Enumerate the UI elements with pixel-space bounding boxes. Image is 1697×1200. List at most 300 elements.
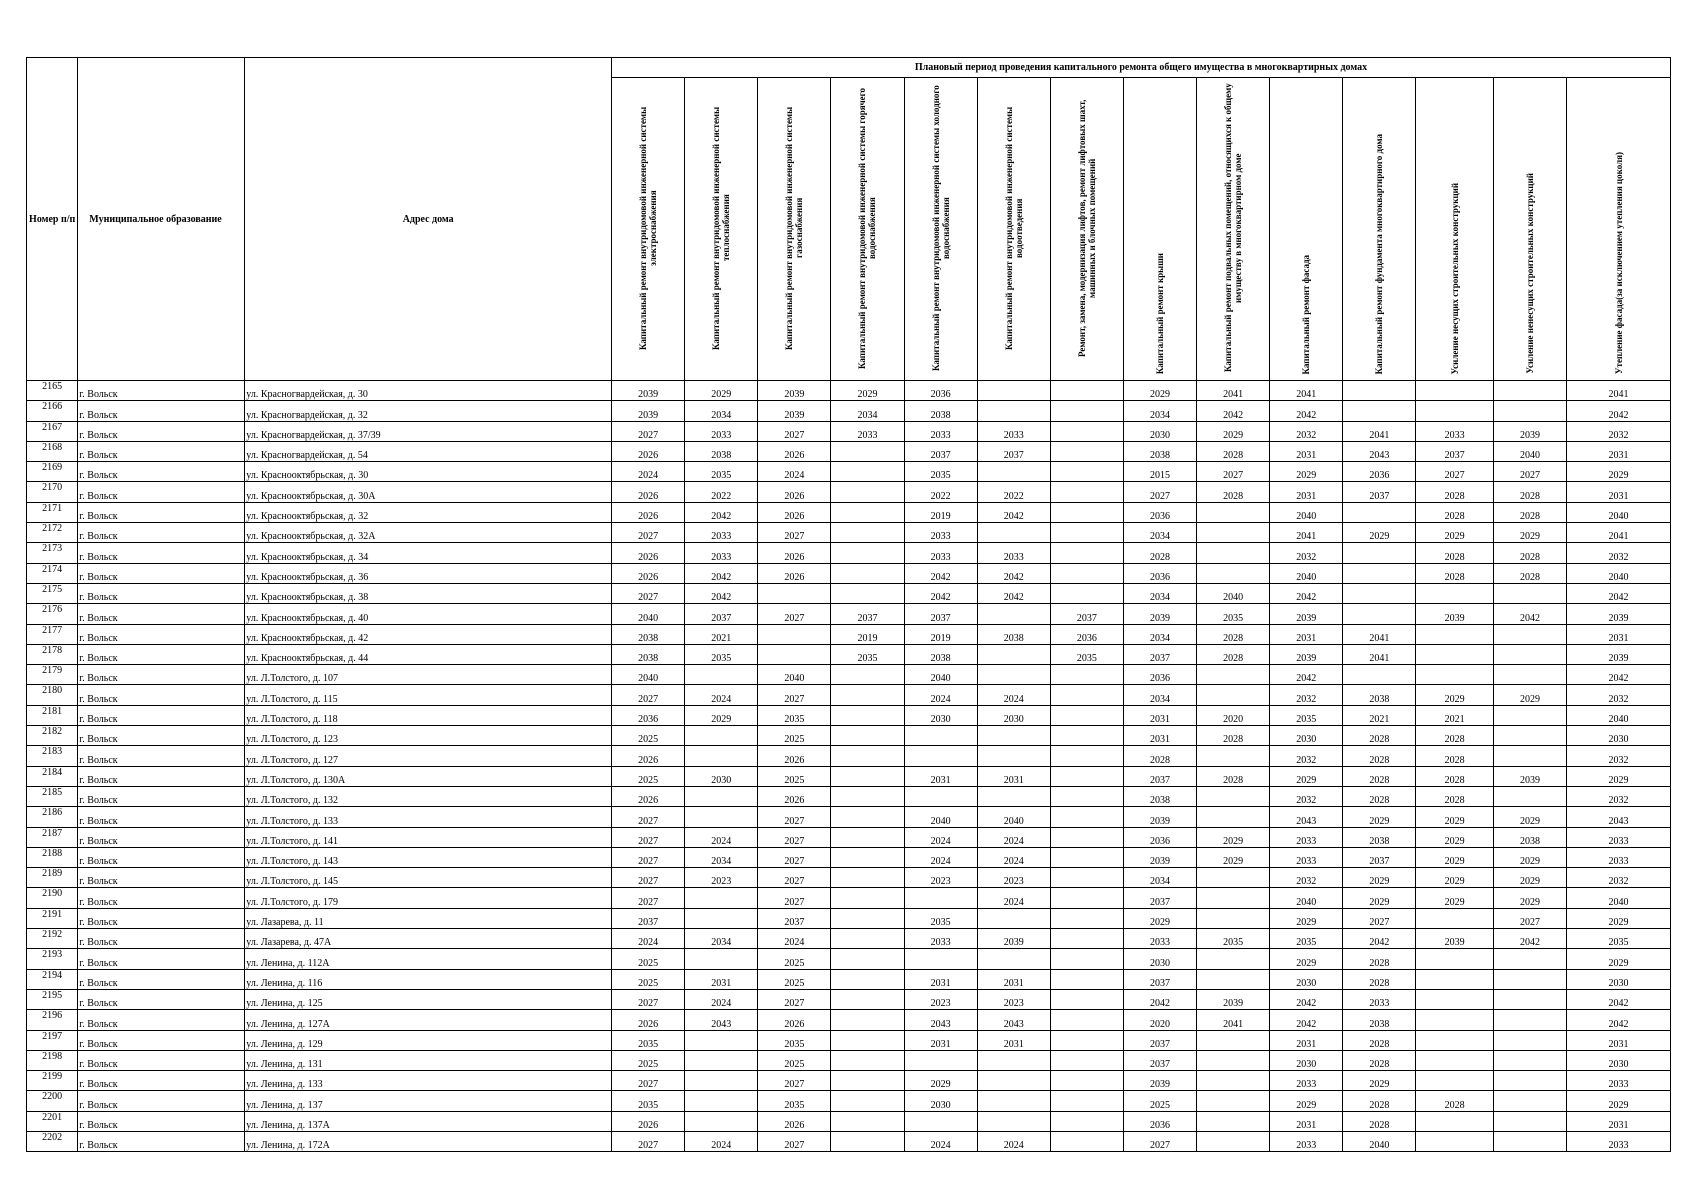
table-row [27,482,1671,502]
row-year-cell: 2037 [1343,482,1416,502]
row-year-cell: 2033 [1343,989,1416,1009]
row-year-cell [904,726,977,746]
row-year-cell: 2038 [1123,441,1196,461]
row-year-cell: 2024 [904,847,977,867]
row-year-cell: 2024 [977,1131,1050,1151]
table-row [27,1111,1671,1131]
row-year-cell: 2035 [1197,929,1270,949]
row-year-cell: 2030 [1567,969,1671,989]
row-number: 2199 [27,1071,78,1091]
row-number: 2177 [27,624,78,644]
row-year-cell [831,1050,904,1070]
row-year-cell: 2032 [1567,746,1671,766]
row-municipality: г. Вольск [78,1050,245,1070]
row-year-cell [1493,1091,1566,1111]
row-year-cell [831,462,904,482]
row-year-cell: 2029 [1123,381,1196,401]
row-year-cell: 2043 [1567,807,1671,827]
row-year-cell: 2032 [1270,786,1343,806]
row-year-cell: 2028 [1343,1111,1416,1131]
row-year-cell: 2034 [831,401,904,421]
row-year-cell [1343,401,1416,421]
row-year-cell: 2033 [904,543,977,563]
row-year-cell: 2040 [904,807,977,827]
row-year-cell [977,1091,1050,1111]
row-municipality: г. Вольск [78,888,245,908]
column-header [1343,78,1416,381]
column-header [1416,78,1493,381]
row-municipality: г. Вольск [78,1111,245,1131]
row-year-cell: 2042 [1567,989,1671,1009]
row-address: ул. Краснооктябрьская, д. 34 [245,543,612,563]
row-year-cell: 2025 [612,949,685,969]
row-year-cell: 2037 [1050,604,1123,624]
row-year-cell: 2023 [904,989,977,1009]
row-year-cell: 2041 [1567,381,1671,401]
row-year-cell [1197,1071,1270,1091]
row-municipality: г. Вольск [78,381,245,401]
table-row [27,786,1671,806]
row-year-cell [685,1091,758,1111]
column-header [1567,78,1671,381]
row-year-cell: 2034 [685,847,758,867]
row-year-cell: 2042 [904,583,977,603]
row-number: 2173 [27,543,78,563]
row-number: 2170 [27,482,78,502]
row-year-cell: 2028 [1493,502,1566,522]
row-year-cell [685,807,758,827]
row-municipality: г. Вольск [78,523,245,543]
row-year-cell: 2043 [1343,441,1416,461]
row-year-cell: 2024 [685,827,758,847]
row-year-cell: 2031 [1567,624,1671,644]
row-year-cell [1050,868,1123,888]
row-year-cell: 2027 [612,523,685,543]
row-year-cell: 2038 [1123,786,1196,806]
row-year-cell: 2025 [612,726,685,746]
row-year-cell: 2042 [1270,989,1343,1009]
row-year-cell [831,746,904,766]
row-year-cell: 2038 [1493,827,1566,847]
row-year-cell: 2030 [1567,1050,1671,1070]
row-year-cell: 2029 [1493,847,1566,867]
row-year-cell [1050,583,1123,603]
row-address: ул. Краснооктябрьская, д. 32 [245,502,612,522]
row-year-cell: 2027 [612,421,685,441]
row-year-cell: 2028 [1416,786,1493,806]
row-year-cell: 2029 [1197,421,1270,441]
row-year-cell: 2027 [1197,462,1270,482]
header-number: Номер п/п [27,58,78,381]
row-year-cell: 2037 [1123,1030,1196,1050]
row-year-cell: 2027 [612,807,685,827]
table-row [27,665,1671,685]
row-year-cell: 2029 [1270,766,1343,786]
row-year-cell: 2033 [1567,1071,1671,1091]
row-address: ул. Ленина, д. 125 [245,989,612,1009]
row-number: 2181 [27,705,78,725]
row-year-cell: 2026 [612,746,685,766]
row-year-cell: 2038 [612,624,685,644]
column-header-label: Капитальный ремонт внутридомовой инженерной системы горячего водоснабжения [857,87,878,369]
row-year-cell: 2026 [758,482,831,502]
row-year-cell: 2026 [758,746,831,766]
row-year-cell: 2031 [977,766,1050,786]
row-year-cell [1343,665,1416,685]
row-year-cell: 2034 [685,401,758,421]
row-year-cell: 2029 [1493,868,1566,888]
row-year-cell: 2032 [1567,868,1671,888]
row-year-cell: 2040 [1567,888,1671,908]
column-header [612,78,685,381]
row-municipality: г. Вольск [78,563,245,583]
row-number: 2189 [27,868,78,888]
row-year-cell: 2036 [1123,665,1196,685]
row-municipality: г. Вольск [78,847,245,867]
row-year-cell [977,401,1050,421]
row-year-cell: 2033 [685,421,758,441]
row-municipality: г. Вольск [78,929,245,949]
row-year-cell [685,1071,758,1091]
row-year-cell: 2030 [1270,1050,1343,1070]
row-year-cell: 2029 [685,705,758,725]
row-year-cell: 2034 [685,929,758,949]
column-header [1270,78,1343,381]
column-header-label: Капитальный ремонт внутридомовой инженерной системы холодного водоснабжения [930,85,951,371]
row-year-cell: 2025 [612,1050,685,1070]
row-year-cell: 2033 [1123,929,1196,949]
row-year-cell: 2029 [1416,827,1493,847]
row-year-cell [1050,969,1123,989]
row-year-cell: 2040 [1493,441,1566,461]
row-municipality: г. Вольск [78,908,245,928]
row-year-cell: 2040 [1567,502,1671,522]
row-year-cell: 2024 [758,929,831,949]
row-year-cell [977,523,1050,543]
row-year-cell [831,705,904,725]
header-municipality: Муниципальное образование [78,58,245,381]
column-header-label: Усиление несущих строительных конструкций [1449,182,1460,374]
row-year-cell [1050,441,1123,461]
row-year-cell [831,888,904,908]
row-year-cell: 2029 [1197,827,1270,847]
row-year-cell: 2041 [1343,624,1416,644]
row-year-cell [1197,1111,1270,1131]
row-year-cell: 2029 [1343,807,1416,827]
row-year-cell: 2036 [1123,502,1196,522]
row-year-cell [831,766,904,786]
row-year-cell: 2029 [1567,766,1671,786]
row-year-cell: 2024 [977,888,1050,908]
row-year-cell: 2028 [1123,746,1196,766]
row-year-cell [977,1111,1050,1131]
row-year-cell: 2037 [1123,766,1196,786]
row-number: 2178 [27,644,78,664]
row-year-cell: 2029 [1416,868,1493,888]
row-year-cell [1050,1050,1123,1070]
row-year-cell: 2028 [1197,766,1270,786]
header-planned-period: Плановый период проведения капитального ремонта общего имущества в многоквартирных домах [612,58,1671,78]
row-year-cell: 2038 [904,401,977,421]
row-year-cell: 2038 [904,644,977,664]
table-row [27,441,1671,461]
row-address: ул. Л.Толстого, д. 123 [245,726,612,746]
row-year-cell: 2030 [904,1091,977,1111]
row-year-cell: 2031 [1270,441,1343,461]
row-year-cell [758,583,831,603]
row-year-cell [1416,624,1493,644]
row-year-cell: 2029 [1567,1091,1671,1111]
row-year-cell: 2026 [612,441,685,461]
row-year-cell [1343,563,1416,583]
row-municipality: г. Вольск [78,949,245,969]
row-year-cell [831,563,904,583]
row-year-cell: 2027 [758,888,831,908]
row-year-cell: 2035 [612,1091,685,1111]
row-year-cell: 2040 [1567,705,1671,725]
row-municipality: г. Вольск [78,482,245,502]
row-year-cell [977,746,1050,766]
row-year-cell: 2037 [904,441,977,461]
row-year-cell: 2033 [904,523,977,543]
row-year-cell: 2024 [904,685,977,705]
row-year-cell [1493,969,1566,989]
row-year-cell [685,1050,758,1070]
row-year-cell: 2042 [1197,401,1270,421]
row-year-cell: 2034 [1123,523,1196,543]
row-year-cell: 2031 [685,969,758,989]
row-year-cell [1197,563,1270,583]
row-number: 2191 [27,908,78,928]
row-year-cell [1416,1010,1493,1030]
row-year-cell: 2027 [758,868,831,888]
row-year-cell [1197,888,1270,908]
row-year-cell [831,1071,904,1091]
row-year-cell [1050,421,1123,441]
row-year-cell [1050,827,1123,847]
row-year-cell: 2028 [1343,969,1416,989]
row-year-cell [1416,1071,1493,1091]
row-year-cell: 2031 [1567,482,1671,502]
row-number: 2186 [27,807,78,827]
row-year-cell: 2019 [831,624,904,644]
row-year-cell: 2031 [1567,1111,1671,1131]
row-year-cell: 2042 [685,563,758,583]
row-number: 2172 [27,523,78,543]
row-year-cell [1493,726,1566,746]
row-year-cell: 2032 [1270,543,1343,563]
row-year-cell: 2026 [612,786,685,806]
row-year-cell [1050,401,1123,421]
row-year-cell [1050,1091,1123,1111]
row-year-cell: 2037 [1123,969,1196,989]
table-row [27,1091,1671,1111]
row-year-cell: 2037 [685,604,758,624]
row-year-cell [1197,1030,1270,1050]
table-row [27,1010,1671,1030]
table-row [27,847,1671,867]
row-year-cell: 2039 [758,401,831,421]
row-year-cell: 2028 [1416,543,1493,563]
row-year-cell: 2037 [612,908,685,928]
row-year-cell [1050,1071,1123,1091]
row-year-cell [1343,604,1416,624]
row-year-cell: 2024 [977,847,1050,867]
row-year-cell: 2042 [1270,583,1343,603]
row-year-cell: 2040 [1567,563,1671,583]
row-year-cell [1050,523,1123,543]
row-year-cell: 2039 [977,929,1050,949]
row-year-cell: 2040 [904,665,977,685]
row-year-cell: 2029 [1197,847,1270,867]
row-year-cell: 2031 [904,766,977,786]
row-year-cell: 2043 [977,1010,1050,1030]
row-year-cell: 2042 [685,502,758,522]
row-year-cell: 2027 [612,989,685,1009]
row-number: 2179 [27,665,78,685]
table-row [27,685,1671,705]
row-year-cell: 2036 [612,705,685,725]
column-header-label: Усиление ненесущих строительных конструкций [1524,173,1535,374]
row-year-cell: 2027 [758,604,831,624]
row-year-cell: 2027 [758,847,831,867]
row-municipality: г. Вольск [78,1131,245,1151]
row-number: 2188 [27,847,78,867]
row-year-cell: 2027 [612,1071,685,1091]
row-year-cell: 2027 [758,1071,831,1091]
row-year-cell: 2024 [685,1131,758,1151]
row-address: ул. Ленина, д. 172А [245,1131,612,1151]
row-year-cell: 2036 [1050,624,1123,644]
table-row [27,644,1671,664]
row-year-cell: 2036 [1123,563,1196,583]
row-address: ул. Л.Толстого, д. 115 [245,685,612,705]
row-year-cell: 2039 [1197,989,1270,1009]
row-address: ул. Лазарева, д. 47А [245,929,612,949]
row-municipality: г. Вольск [78,726,245,746]
row-address: ул. Краснооктябрьская, д. 42 [245,624,612,644]
row-year-cell: 2026 [758,563,831,583]
row-year-cell: 2028 [1416,502,1493,522]
row-year-cell [1493,949,1566,969]
row-year-cell: 2030 [1270,726,1343,746]
row-year-cell: 2028 [1343,726,1416,746]
row-year-cell [1343,381,1416,401]
row-year-cell: 2028 [1416,563,1493,583]
row-year-cell: 2027 [758,1131,831,1151]
row-year-cell: 2035 [685,462,758,482]
row-year-cell [1050,786,1123,806]
table-row [27,1131,1671,1151]
row-year-cell: 2035 [612,1030,685,1050]
row-number: 2198 [27,1050,78,1070]
row-year-cell [1050,381,1123,401]
row-year-cell: 2037 [1416,441,1493,461]
row-year-cell [1416,1131,1493,1151]
row-year-cell [1493,705,1566,725]
row-address: ул. Ленина, д. 133 [245,1071,612,1091]
row-year-cell: 2037 [1123,888,1196,908]
row-year-cell: 2027 [612,888,685,908]
row-year-cell: 2027 [1493,462,1566,482]
row-year-cell [977,644,1050,664]
row-year-cell: 2029 [1493,888,1566,908]
row-year-cell [758,644,831,664]
row-year-cell [1493,1010,1566,1030]
row-year-cell: 2022 [685,482,758,502]
row-year-cell: 2038 [1343,685,1416,705]
row-year-cell: 2042 [977,583,1050,603]
row-year-cell: 2033 [685,523,758,543]
row-number: 2167 [27,421,78,441]
row-year-cell: 2028 [1123,543,1196,563]
row-year-cell: 2026 [612,1010,685,1030]
row-year-cell: 2027 [758,421,831,441]
row-year-cell: 2028 [1493,482,1566,502]
row-address: ул. Л.Толстого, д. 127 [245,746,612,766]
row-year-cell: 2041 [1270,381,1343,401]
row-year-cell: 2024 [977,685,1050,705]
row-year-cell: 2042 [1567,583,1671,603]
row-year-cell [1197,523,1270,543]
column-header-label: Утепление фасада(за исключением утепления цоколя) [1613,151,1624,374]
row-year-cell: 2039 [1416,929,1493,949]
table-row [27,502,1671,522]
row-year-cell [1197,807,1270,827]
row-year-cell [1050,665,1123,685]
row-year-cell: 2025 [758,766,831,786]
row-year-cell: 2033 [1416,421,1493,441]
row-year-cell: 2035 [1197,604,1270,624]
row-year-cell [685,888,758,908]
row-year-cell [904,786,977,806]
row-address: ул. Л.Толстого, д. 141 [245,827,612,847]
row-year-cell: 2028 [1343,746,1416,766]
row-year-cell [831,1131,904,1151]
row-year-cell: 2027 [612,868,685,888]
row-municipality: г. Вольск [78,1091,245,1111]
row-year-cell: 2032 [1270,685,1343,705]
row-year-cell: 2033 [904,929,977,949]
row-year-cell: 2028 [1197,644,1270,664]
row-year-cell: 2034 [1123,685,1196,705]
row-year-cell [1493,1131,1566,1151]
row-year-cell [1050,726,1123,746]
row-number: 2197 [27,1030,78,1050]
row-year-cell: 2028 [1197,726,1270,746]
row-year-cell: 2037 [831,604,904,624]
row-year-cell: 2040 [1197,583,1270,603]
row-year-cell: 2030 [904,705,977,725]
row-year-cell [904,888,977,908]
table-row [27,421,1671,441]
row-year-cell [831,726,904,746]
table-row [27,624,1671,644]
row-number: 2193 [27,949,78,969]
column-header [977,78,1050,381]
row-year-cell: 2027 [612,685,685,705]
row-year-cell: 2015 [1123,462,1196,482]
row-year-cell: 2027 [758,807,831,827]
table-row [27,969,1671,989]
row-year-cell [904,1111,977,1131]
row-year-cell [831,583,904,603]
row-year-cell: 2042 [977,563,1050,583]
row-year-cell: 2032 [1270,868,1343,888]
row-address: ул. Л.Толстого, д. 107 [245,665,612,685]
row-year-cell: 2032 [1270,746,1343,766]
row-year-cell [977,949,1050,969]
